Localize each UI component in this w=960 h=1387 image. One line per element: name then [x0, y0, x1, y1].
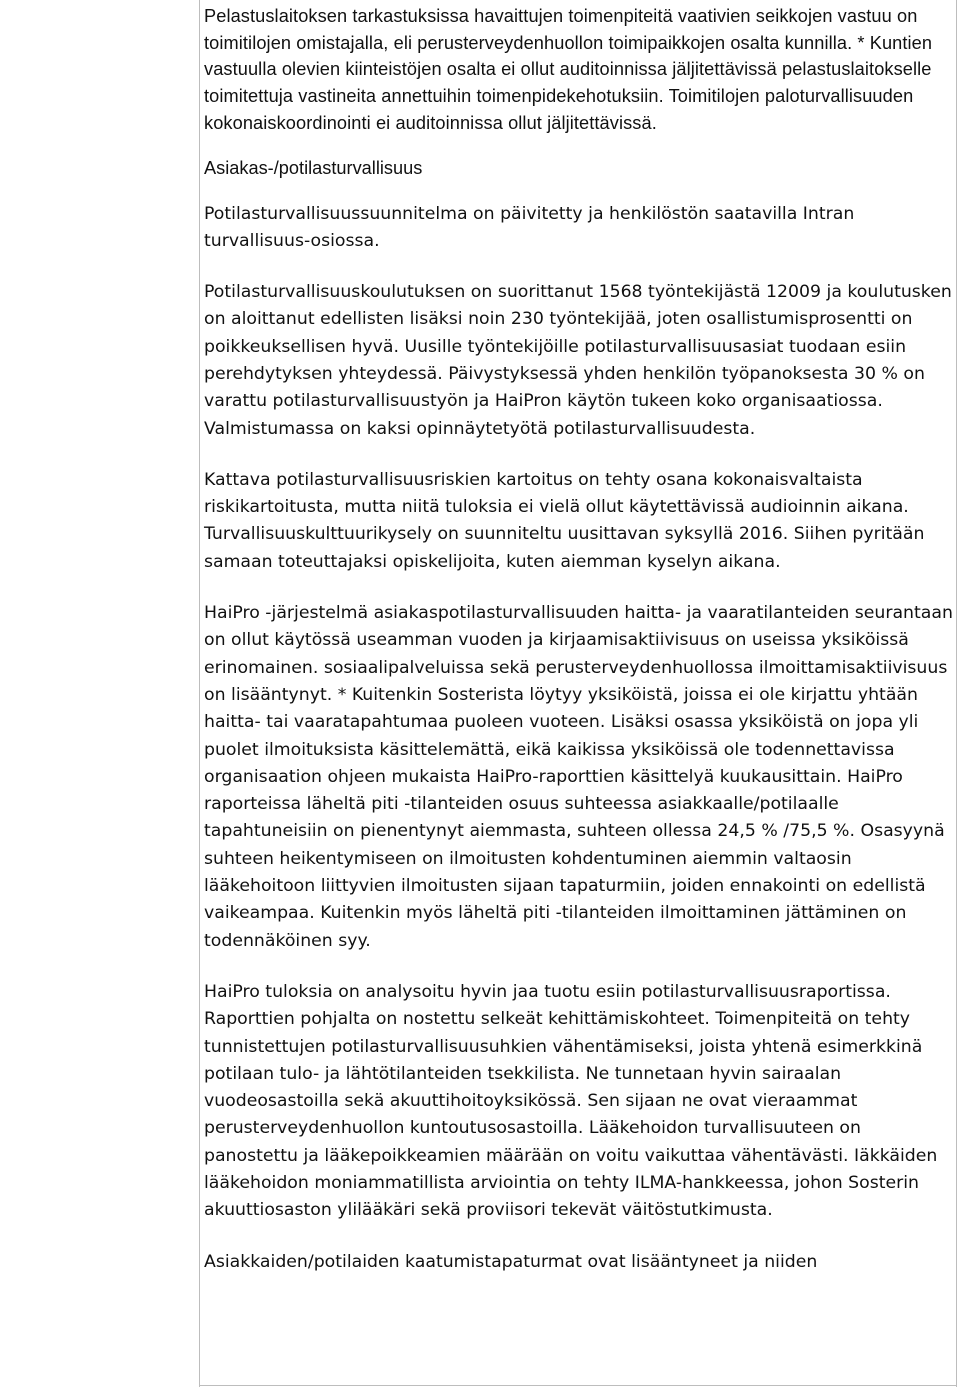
table-border-left	[199, 0, 200, 1387]
table-border-bottom	[199, 1385, 957, 1386]
paragraph-fire-safety: Pelastuslaitoksen tarkastuksissa havaittujen toimenpiteitä vaativien seikkojen vastuu on toimitilojen omistajalla, eli perusterveydenhuollon toimipaikkojen osalta kunnilla. * Kuntien vastuulla olevien kiinteistöjen osalta ei ollut auditoinnissa jäljitettävissä pelastuslaitokselle toimitettuja vastineita annettuihin toimenpidekehotuksiin. Toimitilojen paloturvallisuuden kokonaiskoordinointi ei auditoinnissa ollut jäljitettävissä.	[204, 6, 933, 133]
paragraph-fall-accidents: Asiakkaiden/potilaiden kaatumistapaturmat ovat lisääntyneet ja niiden	[204, 1251, 818, 1272]
paragraph-haipro-results: HaiPro tuloksia on analysoitu hyvin jaa tuotu esiin potilasturvallisuusraportissa. Raporttien pohjalta on nostettu selkeät kehittämiskohteet. Toimenpiteitä on tehty tunnistettujen potilasturvallisuusuhkien vähentämiseksi, joista yhtenä esimerkkinä potilaan tulo- ja lähtötilanteiden tsekkilista. Ne tunnetaan hyvin sairaalan vuodeosastoilla sekä akuuttihoitoyksikössä. Sen sijaan ne ovat vieraammat perusterveydenhuollon kuntoutusosastoilla. Lääkehoidon turvallisuuteen on panostettu ja lääkepoikkeamien määrään on voitu vaikuttaa vähentävästi. Iäkkäiden lääkehoidon moniammatillista arviointia on tehty ILMA-hankkeessa, johon Sosterin akuuttiosaston ylilääkäri sekä proviisori tekevät väitöstutkimusta.	[204, 981, 938, 1221]
section-heading-patient-safety: Asiakas-/potilasturvallisuus	[204, 157, 423, 178]
paragraph-safety-plan: Potilasturvallisuussuunnitelma on päivitetty ja henkilöstön saatavilla Intran turvallisuus-osiossa.	[204, 203, 855, 251]
document-body	[204, 3, 956, 1300]
table-border-right	[956, 0, 957, 1387]
paragraph-safety-training: Potilasturvallisuuskoulutuksen on suorittanut 1568 työntekijästä 12009 ja koulutusken on aloittanut edellisten lisäksi noin 230 työntekijää, joten osallistumisprosentti on poikkeuksellisen hyvä. Uusille työntekijöille potilasturvallisuusasiat tuodaan esiin perehdytyksen yhteydessä. Päivystyksessä yhden henkilön työpanoksesta 30 % on varattu potilasturvallisuustyön ja HaiPron käytön tukeen koko organisaatiossa. Valmistumassa on kaksi opinnäytetyötä potilasturvallisuudesta.	[204, 282, 952, 439]
paragraph-risk-mapping: Kattava potilasturvallisuusriskien kartoitus on tehty osana kokonaisvaltaista riskikartoitusta, mutta niitä tuloksia ei vielä ollut käytettävissä audioinnin aikana. Turvallisuuskulttuurikysely on suunniteltu uusittavan syksyllä 2016. Siihen pyritään samaan toteuttajaksi opiskelijoita, kuten aiemman kyselyn aikana.	[204, 469, 925, 572]
paragraph-haipro-system: HaiPro -järjestelmä asiakaspotilasturvallisuuden haitta- ja vaaratilanteiden seurantaan on ollut käytössä useamman vuoden ja kirjaamisaktiivisuus on useissa yksiköissä erinomainen. sosiaalipalveluissa sekä perusterveydenhuollossa ilmoittamisaktiivisuus on lisääntynyt. * Kuitenkin Sosterista löytyy yksiköistä, joissa ei ole kirjattu yhtään haitta- tai vaaratapahtumaa puoleen vuoteen. Lisäksi osassa yksiköistä on jopa yli puolet ilmoituksista käsittelemättä, eikä kaikissa yksiköissä ole todennettavissa organisaation ohjeen mukaista HaiPro-raporttien käsittelyä kuukausittain. HaiPro raporteissa läheltä piti -tilanteiden osuus suhteessa asiakkaalle/potilaalle tapahtuneisiin on pienentynyt aiemmasta, suhteen ollessa 24,5 % /75,5 %. Osasyynä suhteen heikentymiseen on ilmoitusten kohdentuminen aiemmin valtaosin lääkehoitoon liittyvien ilmoitusten sijaan tapaturmiin, joiden ennakointi on edellistä vaikeampaa. Kuitenkin myös läheltä piti -tilanteiden ilmoittaminen jättäminen on todennäköinen syy.	[204, 603, 953, 951]
